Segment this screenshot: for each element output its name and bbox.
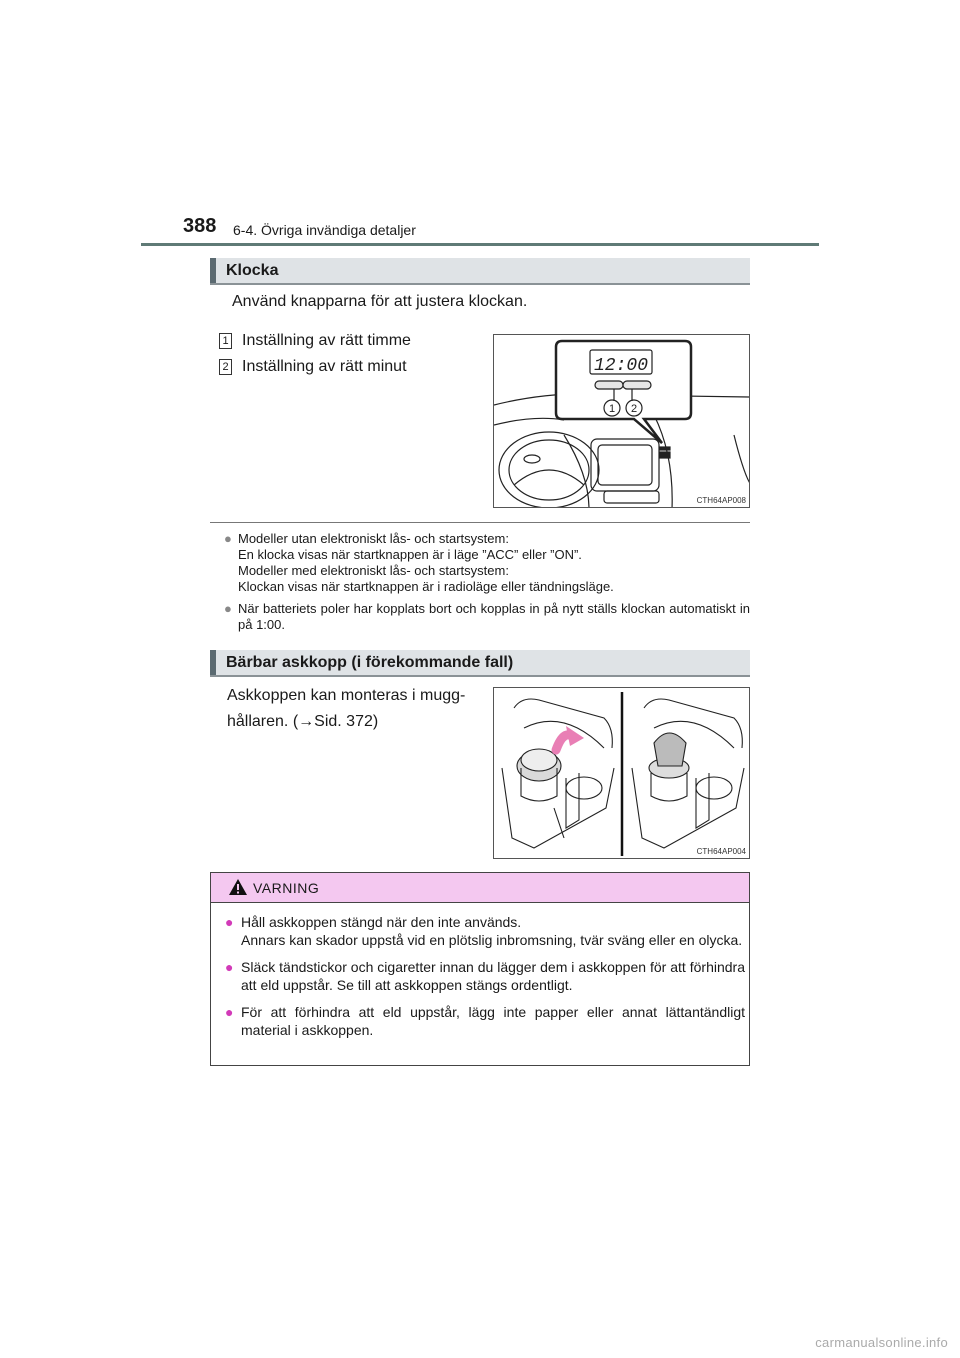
note-line: Modeller utan elektroniskt lås- och startsystem: <box>238 531 509 546</box>
clock-item-2 <box>219 357 407 377</box>
warning-triangle-icon <box>228 878 248 896</box>
section-bar-clock <box>210 258 750 285</box>
ashtray-figure <box>493 687 750 859</box>
section-heading-ashtray: Bärbar askkopp (i förekommande fall) <box>226 654 514 671</box>
figure-code: CTH64AP008 <box>696 496 746 505</box>
note-line: Modeller med elektroniskt lås- och startsystem: <box>238 563 509 578</box>
bullet-dot-icon: ● <box>225 959 234 975</box>
bullet-dot-icon: ● <box>224 601 232 616</box>
bullet-dot-icon: ● <box>224 531 232 546</box>
ashtray-text-line-1: Askkoppen kan monteras i mugg- <box>227 687 466 704</box>
warning-line: Släck tändstickor och cigaretter innan du lägger dem i askkoppen för att förhindra att eld uppstår. Se till att askkoppen stängs ordentligt. <box>241 959 745 993</box>
clock-item-1 <box>219 331 411 351</box>
ashtray-illustration <box>494 688 750 859</box>
clock-item-2-text: Inställning av rätt minut <box>242 358 407 375</box>
clock-display-text: 12:00 <box>593 356 649 376</box>
warning-title: VARNING <box>253 880 320 896</box>
divider <box>210 522 750 523</box>
figure-code: CTH64AP004 <box>696 847 746 856</box>
warning-item <box>225 1003 745 1039</box>
clock-notes <box>224 531 750 639</box>
warning-list <box>225 913 745 1048</box>
number-box-1: 1 <box>219 333 232 349</box>
bullet-dot-icon: ● <box>225 914 234 930</box>
header-rule <box>141 243 819 246</box>
page-number: 388 <box>183 215 217 237</box>
number-box-2: 2 <box>219 359 232 375</box>
ashtray-text-line-2: hållaren. (→Sid. 372) <box>227 713 379 730</box>
warning-item <box>225 958 745 994</box>
callout-1: 1 <box>608 403 616 415</box>
note-line: En klocka visas när startknappen är i läge ”ACC” eller ”ON”. <box>238 547 582 562</box>
warning-line: Annars kan skador uppstå vid en plötslig inbromsning, tvär sväng eller en olycka. <box>241 932 743 948</box>
clock-item-1-text: Inställning av rätt timme <box>242 332 411 349</box>
ashtray-text <box>227 683 477 735</box>
bullet-dot-icon: ● <box>225 1004 234 1020</box>
section-bar-ashtray <box>210 650 750 677</box>
watermark: carmanualsonline.info <box>815 1335 948 1350</box>
section-heading-clock: Klocka <box>226 262 279 279</box>
dashboard-illustration <box>494 335 750 508</box>
note-item <box>224 531 750 595</box>
warning-item <box>225 913 745 949</box>
clock-intro: Använd knapparna för att justera klockan. <box>232 293 528 310</box>
clock-figure <box>493 334 750 508</box>
warning-box <box>210 872 750 1066</box>
warning-header <box>211 873 749 903</box>
section-title: 6-4. Övriga invändiga detaljer <box>233 222 416 238</box>
warning-line: Håll askkoppen stängd när den inte används. <box>241 914 522 930</box>
warning-line: För att förhindra att eld uppstår, lägg inte papper eller annat lättantändligt material i askkoppen. <box>241 1004 745 1038</box>
callout-2: 2 <box>630 403 638 415</box>
note-line: När batteriets poler har kopplats bort och kopplas in på nytt ställs klockan automatiskt in på 1:00. <box>238 601 750 632</box>
note-item <box>224 601 750 633</box>
note-line: Klockan visas när startknappen är i radioläge eller tändningsläge. <box>238 579 614 594</box>
